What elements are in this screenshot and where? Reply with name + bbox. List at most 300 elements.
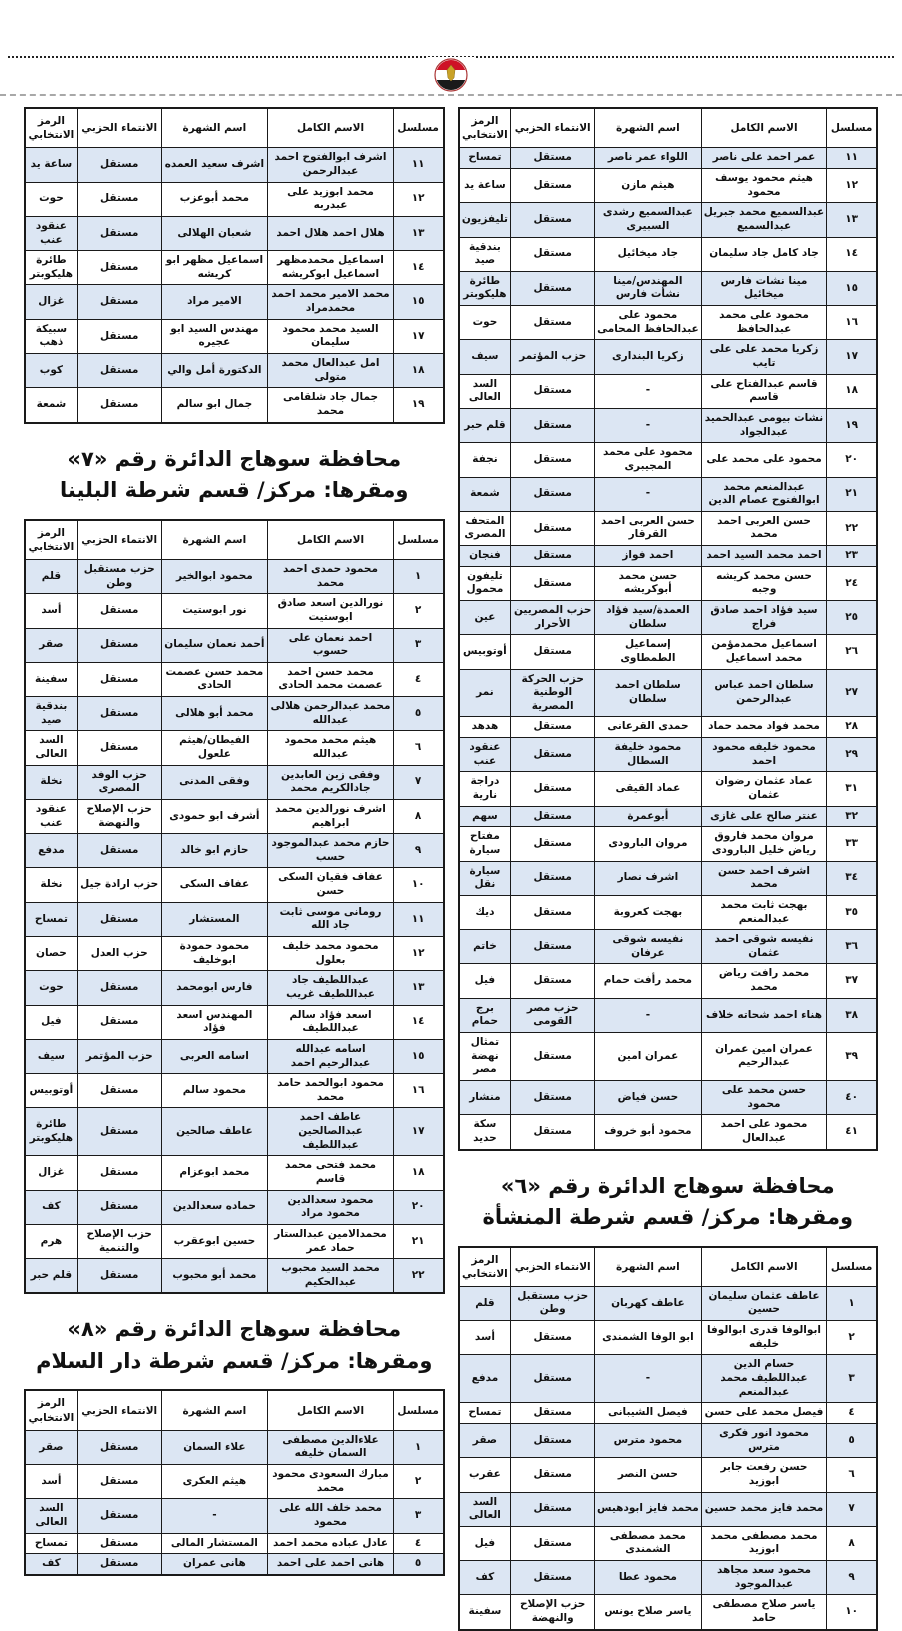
full-name-cell: حسام الدين عبداللطيف محمد عبدالمنعم [701,1355,827,1403]
serial-cell: ١٤ [393,1005,443,1039]
famous-name-cell: عمران امين [595,1033,702,1081]
full-name-cell: هانى احمد على احمد [268,1554,394,1575]
district7-heading [26,444,443,507]
famous-name-cell: حازم ابو خالد [161,834,268,868]
famous-name-cell: محمد أبوعزب [161,182,268,216]
serial-cell: ١٢ [827,168,877,202]
header-symbol: الرمز الانتخابي [459,1247,511,1287]
serial-cell: ٧ [393,765,443,799]
full-name-cell: محمود خليفه محمود احمد [701,738,827,772]
party-cell: حزب المؤتمر [511,340,595,374]
table-row [25,216,444,250]
symbol-cell: كف [459,1561,511,1595]
symbol-cell: كوب [25,354,77,388]
full-name-cell: محمود حمدى احمد محمد [268,559,394,593]
famous-name-cell: فيصل الشيبانى [595,1403,702,1424]
party-cell: مستقل [511,148,595,169]
full-name-cell: علاءالدين مصطفى السمان خليفه [268,1430,394,1464]
famous-name-cell: عبدالسميع رشدى السبيرى [595,203,702,237]
content-columns [24,107,878,1631]
full-name-cell: عاطف عثمان سليمان حسين [701,1286,827,1320]
district8-heading [26,1314,443,1377]
full-name-cell: اشرف ابوالفتوح احمد عبدالرحمن [268,148,394,182]
symbol-cell: غزال [25,1156,77,1190]
full-name-cell: محمد عبدالرحمن هلالى عبدالله [268,697,394,731]
famous-name-cell: هانى عمران [161,1554,268,1575]
party-cell: مستقل [511,1526,595,1560]
party-cell: مستقل [511,895,595,929]
famous-name-cell: العمدة/سيد فؤاد سلطان [595,601,702,635]
header-party: الانتماء الحزبي [511,108,595,148]
serial-cell: ٢١ [827,477,877,511]
party-cell: مستقل [511,1561,595,1595]
famous-name-cell: اشرف سعيد العمده [161,148,268,182]
symbol-cell: أسد [25,1465,77,1499]
table-row [25,1005,444,1039]
symbol-cell: بندقية صيد [25,697,77,731]
symbol-cell: برج حمام [459,998,511,1032]
party-cell: مستقل [511,635,595,669]
party-cell: مستقل [77,1533,161,1554]
table-row [459,374,878,408]
header-serial: مسلسل [827,1247,877,1287]
famous-name-cell: اسماعيل مظهر ابو كريشه [161,251,268,285]
party-cell: مستقل [77,388,161,423]
famous-name-cell: محمود أبو خروف [595,1115,702,1150]
symbol-cell: سكة حديد [459,1115,511,1150]
famous-name-cell: أشرف ابو حمودى [161,799,268,833]
serial-cell: ٨ [827,1526,877,1560]
party-cell: مستقل [511,1355,595,1403]
serial-cell: ٢٨ [827,717,877,738]
symbol-cell: السد العالى [459,374,511,408]
famous-name-cell: محمد حسن عصمت الحادى [161,662,268,696]
table-row [25,1190,444,1224]
symbol-cell: سيف [25,1039,77,1073]
full-name-cell: محمود انور فكرى مترس [701,1423,827,1457]
famous-name-cell: المستشار المالى [161,1533,268,1554]
serial-cell: ٢٦ [827,635,877,669]
full-name-cell: محمود سعدالدين محمود مراد [268,1190,394,1224]
table-row [25,697,444,731]
symbol-cell: قلم حبر [459,408,511,442]
serial-cell: ٤ [393,662,443,696]
party-cell: حزب الإصلاح والنهضة [77,799,161,833]
serial-cell: ٢٤ [827,566,877,600]
serial-cell: ٢٠ [393,1190,443,1224]
serial-cell: ١٣ [827,203,877,237]
table-row [459,717,878,738]
serial-cell: ٣٩ [827,1033,877,1081]
party-cell: مستقل [511,827,595,861]
symbol-cell: السد العالى [459,1492,511,1526]
serial-cell: ٢ [393,594,443,628]
serial-cell: ٢٢ [393,1259,443,1294]
table-row [459,408,878,442]
header-full-name: الاسم الكامل [268,1390,394,1430]
symbol-cell: نخلة [25,868,77,902]
table-row [459,511,878,545]
famous-name-cell: حسن العربى احمد القرقار [595,511,702,545]
symbol-cell: صقر [25,1430,77,1464]
famous-name-cell: ابو الوفا الشمندى [595,1321,702,1355]
serial-cell: ١٧ [393,1108,443,1156]
party-cell: مستقل [77,1465,161,1499]
full-name-cell: محمود على محمد على [701,443,827,477]
full-name-cell: محمد خلف الله على محمود [268,1499,394,1533]
party-cell: مستقل [77,251,161,285]
famous-name-cell: جمال ابو سالم [161,388,268,423]
header-famous-name: اسم الشهرة [161,1390,268,1430]
symbol-cell: منشار [459,1080,511,1114]
famous-name-cell: محمد رأفت حمام [595,964,702,998]
symbol-cell: تمساح [25,1533,77,1554]
symbol-cell: دراجة نارية [459,772,511,806]
party-cell: مستقل [511,717,595,738]
serial-cell: ٣ [393,628,443,662]
symbol-cell: حصان [25,937,77,971]
serial-cell: ٢٣ [827,546,877,567]
full-name-cell: مبارك السعودى محمود محمد [268,1465,394,1499]
full-name-cell: اسماعيل محمدمؤمن محمد اسماعيل [701,635,827,669]
serial-cell: ٣ [827,1355,877,1403]
famous-name-cell: محمود عطا [595,1561,702,1595]
famous-name-cell: أبوعمرة [595,806,702,827]
symbol-cell: ديك [459,895,511,929]
table-row [459,1080,878,1114]
full-name-cell: احمد نعمان على حسوب [268,628,394,662]
symbol-cell: تمساح [459,1403,511,1424]
table-row [25,388,444,423]
table-row [459,306,878,340]
symbol-cell: طائرة هليكوبتر [25,251,77,285]
party-cell: مستقل [511,477,595,511]
symbol-cell: ساعة يد [25,148,77,182]
full-name-cell: محمود سعد مجاهد عبدالموجود [701,1561,827,1595]
table-row [459,1423,878,1457]
table-header-row [459,108,878,148]
header-party: الانتماء الحزبي [77,520,161,560]
table-row [25,1465,444,1499]
symbol-cell: تليفزيون [459,203,511,237]
full-name-cell: محمد فايز محمد حسين [701,1492,827,1526]
famous-name-cell: مروان البارودى [595,827,702,861]
symbol-cell: بندقية صيد [459,237,511,271]
full-name-cell: محمود ابوالحمد حامد محمد [268,1074,394,1108]
party-cell: مستقل [77,1554,161,1575]
full-name-cell: محمد فتحى محمد قاسم [268,1156,394,1190]
symbol-cell: سفينة [25,662,77,696]
symbol-cell: المتحف المصرى [459,511,511,545]
party-cell: مستقل [511,203,595,237]
header-famous-name: اسم الشهرة [595,1247,702,1287]
party-cell: حزب العدل [77,937,161,971]
serial-cell: ١٩ [827,408,877,442]
party-cell: مستقل [511,1492,595,1526]
full-name-cell: حسن العربى احمد محمد [701,511,827,545]
symbol-cell: تمثال نهضة مصر [459,1033,511,1081]
famous-name-cell: زكريا البندارى [595,340,702,374]
famous-name-cell: حسين ابوعقرب [161,1224,268,1258]
symbol-cell: عين [459,601,511,635]
full-name-cell: محمود على محمد عبدالحافظ [701,306,827,340]
famous-name-cell: هيثم العكرى [161,1465,268,1499]
famous-name-cell: محمود على محمد المجيبرى [595,443,702,477]
serial-cell: ٢٢ [827,511,877,545]
full-name-cell: حسن رفعت جابر ابوزيد [701,1458,827,1492]
party-cell: مستقل [77,319,161,353]
serial-cell: ١٦ [393,1074,443,1108]
serial-cell: ٤ [827,1403,877,1424]
party-cell: مستقل [511,1080,595,1114]
full-name-cell: حازم محمد عبدالموجود حسب [268,834,394,868]
famous-name-cell: اشرف نصار [595,861,702,895]
party-cell: مستقل [77,1074,161,1108]
famous-name-cell: عاطف كهربان [595,1286,702,1320]
famous-name-cell: المهندس اسعد فؤاد [161,1005,268,1039]
symbol-cell: تمساح [459,148,511,169]
famous-name-cell: نور ابوستيت [161,594,268,628]
full-name-cell: اشرف احمد حسن محمد [701,861,827,895]
symbol-cell: عنقود عنب [25,216,77,250]
table-row [25,799,444,833]
famous-name-cell: عفاف السكى [161,868,268,902]
serial-cell: ٩ [393,834,443,868]
symbol-cell: فيل [25,1005,77,1039]
table-row [459,1403,878,1424]
serial-cell: ٣٨ [827,998,877,1032]
symbol-cell: السد العالى [25,1499,77,1533]
symbol-cell: السد العالى [25,731,77,765]
table-row [459,1286,878,1320]
header-full-name: الاسم الكامل [701,1247,827,1287]
symbol-cell: عنقود عنب [459,738,511,772]
serial-cell: ٧ [827,1492,877,1526]
party-cell: مستقل [511,1115,595,1150]
symbol-cell: طائرة هليكوبتر [459,271,511,305]
table-row [25,285,444,319]
party-cell: مستقل [511,237,595,271]
famous-name-cell: احمد فواز [595,546,702,567]
table-row [459,930,878,964]
famous-name-cell: إسماعيل الطمطاوى [595,635,702,669]
serial-cell: ١١ [393,148,443,182]
full-name-cell: محمود على احمد عبدالعال [701,1115,827,1150]
party-cell: مستقل [511,306,595,340]
party-cell: مستقل [77,971,161,1005]
party-cell: حزب الحركة الوطنية المصرية [511,669,595,717]
symbol-cell: هرم [25,1224,77,1258]
party-cell: مستقل [77,148,161,182]
serial-cell: ١٣ [393,216,443,250]
full-name-cell: عنتر صالح على غازى [701,806,827,827]
table-header-row [25,1390,444,1430]
famous-name-cell: علاء السمان [161,1430,268,1464]
district7-heading-line1: محافظة سوهاج الدائرة رقم «٧» [67,446,402,471]
district6-heading-line2: ومقرها: مركز/ قسم شرطة المنشأة [482,1205,854,1229]
table-row [25,1259,444,1294]
party-cell: مستقل [511,806,595,827]
serial-cell: ٩ [827,1561,877,1595]
table-row [459,340,878,374]
table-row [459,1561,878,1595]
table-row [459,861,878,895]
full-name-cell: مينا نشات فارس ميخائيل [701,271,827,305]
party-cell: مستقل [77,1499,161,1533]
serial-cell: ١٥ [393,285,443,319]
serial-cell: ١٩ [393,388,443,423]
famous-name-cell: حسن النصر [595,1458,702,1492]
serial-cell: ١٨ [393,1156,443,1190]
full-name-cell: هناء احمد شحاته خلاف [701,998,827,1032]
symbol-cell: مدفع [459,1355,511,1403]
symbol-cell: شمعة [459,477,511,511]
table-row [25,1533,444,1554]
party-cell: حزب المؤتمر [77,1039,161,1073]
header-symbol: الرمز الانتخابي [459,108,511,148]
table-row [459,895,878,929]
full-name-cell: فيصل محمد على حسن [701,1403,827,1424]
table-row [459,1033,878,1081]
serial-cell: ٢ [393,1465,443,1499]
party-cell: مستقل [511,168,595,202]
table-row [459,443,878,477]
full-name-cell: اسامه عبدالله عبدالرحيم احمد [268,1039,394,1073]
party-cell: مستقل [77,1430,161,1464]
header-famous-name: اسم الشهرة [161,108,268,148]
symbol-cell: قلم [25,559,77,593]
table-row [459,1526,878,1560]
famous-name-cell: ياسر صلاح يونس [595,1595,702,1630]
symbol-cell: شمعة [25,388,77,423]
district6-heading-line1: محافظة سوهاج الدائرة رقم «٦» [500,1173,835,1198]
serial-cell: ٢١ [393,1224,443,1258]
header-full-name: الاسم الكامل [268,520,394,560]
party-cell: مستقل [77,1190,161,1224]
serial-cell: ١٤ [393,251,443,285]
serial-cell: ١٦ [827,306,877,340]
table-header-row [25,520,444,560]
full-name-cell: محمد مصطفى محمد ابوزيد [701,1526,827,1560]
serial-cell: ٣ [393,1499,443,1533]
famous-name-cell: شعبان الهلالى [161,216,268,250]
symbol-cell: سفينة [459,1595,511,1630]
symbol-cell: نخلة [25,765,77,799]
table-row [459,168,878,202]
famous-name-cell: وفقى المدنى [161,765,268,799]
famous-name-cell: محمد أبو محبوب [161,1259,268,1294]
table-header-row [25,108,444,148]
famous-name-cell: حمدى القرعانى [595,717,702,738]
table-row [459,203,878,237]
left-column [24,107,445,1631]
famous-name-cell: المستشار [161,902,268,936]
table-row [25,834,444,868]
dashed-divider [0,94,902,96]
table-row [459,772,878,806]
famous-name-cell: عاطف صالحين [161,1108,268,1156]
table-row [459,237,878,271]
full-name-cell: نشات بيومى عبدالحميد عبدالجواد [701,408,827,442]
party-cell: مستقل [511,772,595,806]
egypt-emblem-icon [428,57,474,93]
full-name-cell: ياسر صلاح مصطفى حامد [701,1595,827,1630]
famous-name-cell: فارس ابومحمد [161,971,268,1005]
header-full-name: الاسم الكامل [268,108,394,148]
symbol-cell: قلم [459,1286,511,1320]
party-cell: حزب مستقبل وطن [511,1286,595,1320]
famous-name-cell: محمود حمودة ابوخليف [161,937,268,971]
full-name-cell: نورالدين اسعد صادق ابوستيت [268,594,394,628]
full-name-cell: السيد محمد محمود سليمان [268,319,394,353]
serial-cell: ٤٠ [827,1080,877,1114]
symbol-cell: غزال [25,285,77,319]
table-row [459,1492,878,1526]
party-cell: مستقل [511,511,595,545]
famous-name-cell: نفيسه شوقى عرفان [595,930,702,964]
full-name-cell: محمد الامير محمد احمد محمدمراد [268,285,394,319]
party-cell: مستقل [77,1156,161,1190]
serial-cell: ٢٥ [827,601,877,635]
table-row [25,971,444,1005]
table-row [459,546,878,567]
party-cell: مستقل [511,738,595,772]
serial-cell: ١٠ [393,868,443,902]
party-cell: مستقل [77,216,161,250]
table-row [25,1554,444,1575]
full-name-cell: محمد حسن احمد عصمت محمد الحادى [268,662,394,696]
party-cell: مستقل [511,408,595,442]
famous-name-cell: سلطان احمد سلطان [595,669,702,717]
famous-name-cell: محمد فايز ابودهيس [595,1492,702,1526]
table-row [459,1355,878,1403]
party-cell: مستقل [511,443,595,477]
party-cell: حزب ارادة جيل [77,868,161,902]
party-cell: مستقل [77,182,161,216]
serial-cell: ٥ [393,1554,443,1575]
famous-name-cell: الدكتورة أمل والي [161,354,268,388]
famous-name-cell: الامير مراد [161,285,268,319]
serial-cell: ١٨ [393,354,443,388]
serial-cell: ٣٢ [827,806,877,827]
table-row [25,182,444,216]
symbol-cell: سبيكة ذهب [25,319,77,353]
party-cell: مستقل [511,964,595,998]
famous-name-cell: أحمد نعمان سليمان [161,628,268,662]
party-cell: مستقل [77,697,161,731]
table-row [459,566,878,600]
symbol-cell: خاتم [459,930,511,964]
party-cell: مستقل [511,1033,595,1081]
table-row [25,1074,444,1108]
serial-cell: ١ [393,1430,443,1464]
famous-name-cell: - [595,374,702,408]
full-name-cell: عبدالمنعم محمد ابوالفتوح عصام الدين [701,477,827,511]
serial-cell: ٣٤ [827,861,877,895]
famous-name-cell: عماد القيقى [595,772,702,806]
table-row [459,827,878,861]
serial-cell: ١٢ [393,937,443,971]
header-serial: مسلسل [393,1390,443,1430]
party-cell: مستقل [511,271,595,305]
full-name-cell: عماد عثمان رضوان عثمان [701,772,827,806]
symbol-cell: أوتوبيس [25,1074,77,1108]
header-party: الانتماء الحزبي [77,1390,161,1430]
full-name-cell: عمر احمد على ناصر [701,148,827,169]
serial-cell: ١٥ [827,271,877,305]
full-name-cell: محمد السيد محبوب عبدالحكيم [268,1259,394,1294]
full-name-cell: محمد فواد محمد حماد [701,717,827,738]
